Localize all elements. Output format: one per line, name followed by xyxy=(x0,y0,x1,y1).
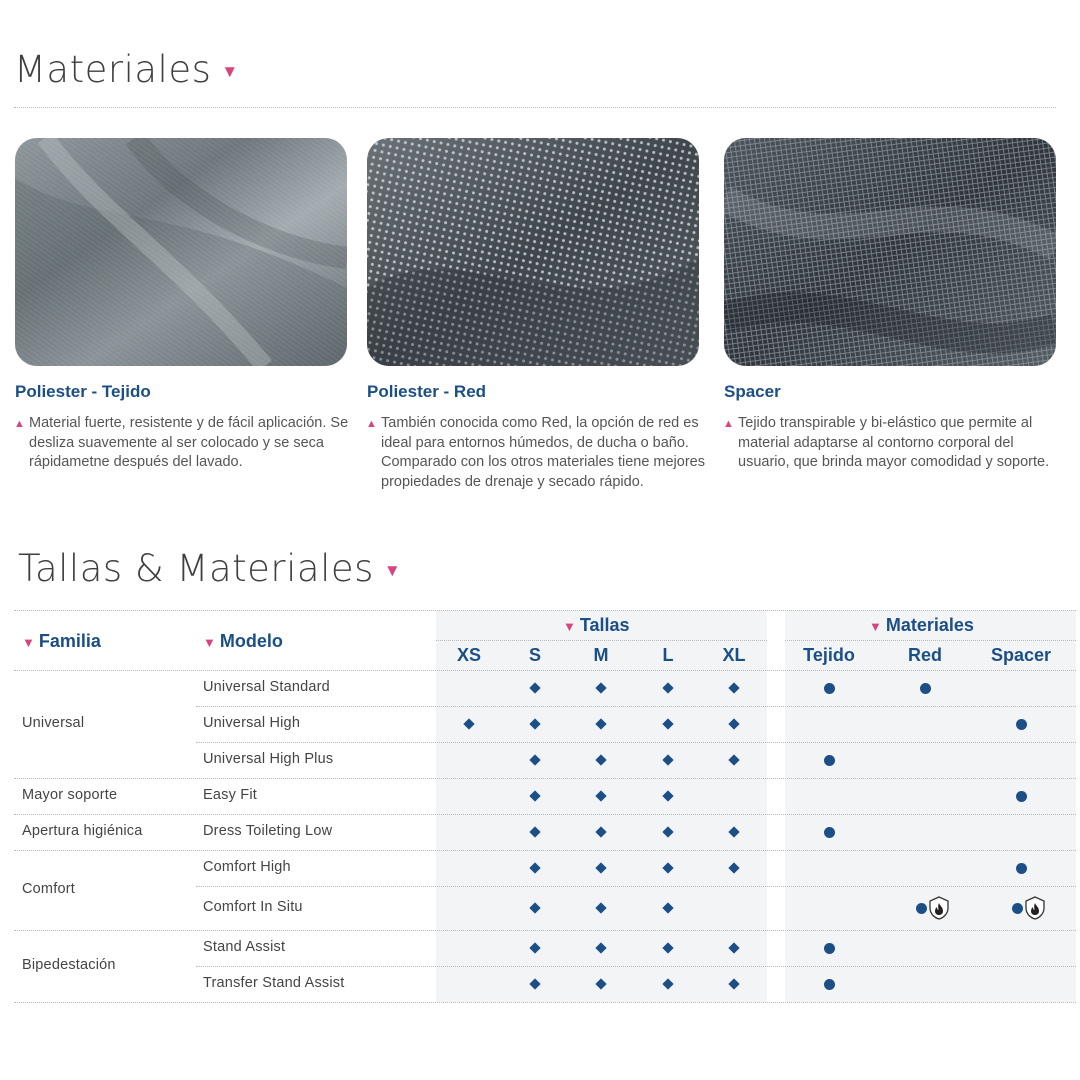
material-description-red: ▲ También conocida como Red, la opción de red es ideal para entornos húmedos, de ducha o baño. Comparado con los otros materiales tiene mejores propiedades de drenaje y secado rápido. xyxy=(366,415,705,490)
header-materiales: ▼ Materiales xyxy=(869,615,974,635)
triangle-down-icon: ▼ xyxy=(203,634,216,650)
material-header-red: Red xyxy=(907,645,942,665)
header-tallas: ▼ Tallas xyxy=(563,615,630,635)
section-title-tallas-materiales: Tallas & Materiales ▼ xyxy=(18,547,402,590)
family-cell: Comfort xyxy=(22,881,75,897)
model-cell: Universal Standard xyxy=(203,679,330,695)
row-separator xyxy=(14,1002,1076,1003)
size-header-xs: XS xyxy=(456,645,481,665)
size-header-m: M xyxy=(593,645,609,665)
model-cell: Comfort In Situ xyxy=(203,899,303,915)
size-header-l: L xyxy=(662,645,674,665)
triangle-down-icon: ▼ xyxy=(383,560,402,581)
table-header-border xyxy=(14,670,1076,671)
triangle-up-icon: ▲ xyxy=(14,418,25,430)
row-separator xyxy=(196,966,1076,967)
table-top-border xyxy=(14,610,1076,611)
fabric-image-red xyxy=(367,138,699,366)
material-title-spacer: Spacer xyxy=(724,382,781,401)
dot-icon xyxy=(824,943,835,954)
flame-shield-icon xyxy=(1024,896,1046,920)
material-title-tejido: Poliester - Tejido xyxy=(15,382,151,401)
size-header-xl: XL xyxy=(722,645,746,665)
dot-icon xyxy=(824,683,835,694)
family-cell: Universal xyxy=(22,715,85,731)
header-familia: ▼ Familia xyxy=(22,631,101,651)
model-cell: Easy Fit xyxy=(203,787,257,803)
fabric-image-tejido xyxy=(15,138,347,366)
section-title-materiales: Materiales ▼ xyxy=(14,48,239,91)
row-separator xyxy=(196,742,1076,743)
family-cell: Mayor soporte xyxy=(22,787,118,803)
material-header-spacer: Spacer xyxy=(990,645,1052,665)
dot-icon xyxy=(824,979,835,990)
header-modelo: ▼ Modelo xyxy=(203,631,283,651)
divider xyxy=(14,107,1056,108)
row-separator xyxy=(196,886,1076,887)
triangle-down-icon: ▼ xyxy=(869,618,882,634)
fabric-image-spacer xyxy=(724,138,1056,366)
dot-icon xyxy=(1016,719,1027,730)
row-separator xyxy=(14,850,1076,851)
family-cell: Bipedestación xyxy=(22,957,116,973)
dot-icon xyxy=(1012,903,1023,914)
model-cell: Transfer Stand Assist xyxy=(203,975,345,991)
triangle-down-icon: ▼ xyxy=(22,634,35,650)
model-cell: Universal High Plus xyxy=(203,751,334,767)
model-cell: Dress Toileting Low xyxy=(203,823,333,839)
model-cell: Comfort High xyxy=(203,859,291,875)
row-separator xyxy=(196,706,1076,707)
row-separator xyxy=(14,778,1076,779)
dot-icon xyxy=(1016,791,1027,802)
divider xyxy=(436,640,767,641)
triangle-down-icon: ▼ xyxy=(221,61,239,82)
triangle-up-icon: ▲ xyxy=(366,418,377,430)
dot-icon xyxy=(916,903,927,914)
row-separator xyxy=(14,930,1076,931)
dot-icon xyxy=(824,755,835,766)
material-description-spacer: ▲ Tejido transpirable y bi-elástico que permite al material adaptarse al contorno corporal del usuario, que brinda mayor comodidad y soporte. xyxy=(723,415,1050,470)
dot-icon xyxy=(824,827,835,838)
dot-icon xyxy=(920,683,931,694)
family-cell: Apertura higiénica xyxy=(22,823,143,839)
row-separator xyxy=(14,814,1076,815)
flame-shield-icon xyxy=(928,896,950,920)
material-title-red: Poliester - Red xyxy=(367,382,487,401)
material-description-tejido: ▲ Material fuerte, resistente y de fácil aplicación. Se desliza suavemente al ser colocado y se seca rápidametne después del lavado. xyxy=(14,415,349,470)
triangle-down-icon: ▼ xyxy=(563,618,576,634)
model-cell: Stand Assist xyxy=(203,939,286,955)
divider xyxy=(785,640,1076,641)
model-cell: Universal High xyxy=(203,715,301,731)
size-header-s: S xyxy=(528,645,541,665)
triangle-up-icon: ▲ xyxy=(723,418,734,430)
material-header-tejido: Tejido xyxy=(803,645,855,665)
dot-icon xyxy=(1016,863,1027,874)
